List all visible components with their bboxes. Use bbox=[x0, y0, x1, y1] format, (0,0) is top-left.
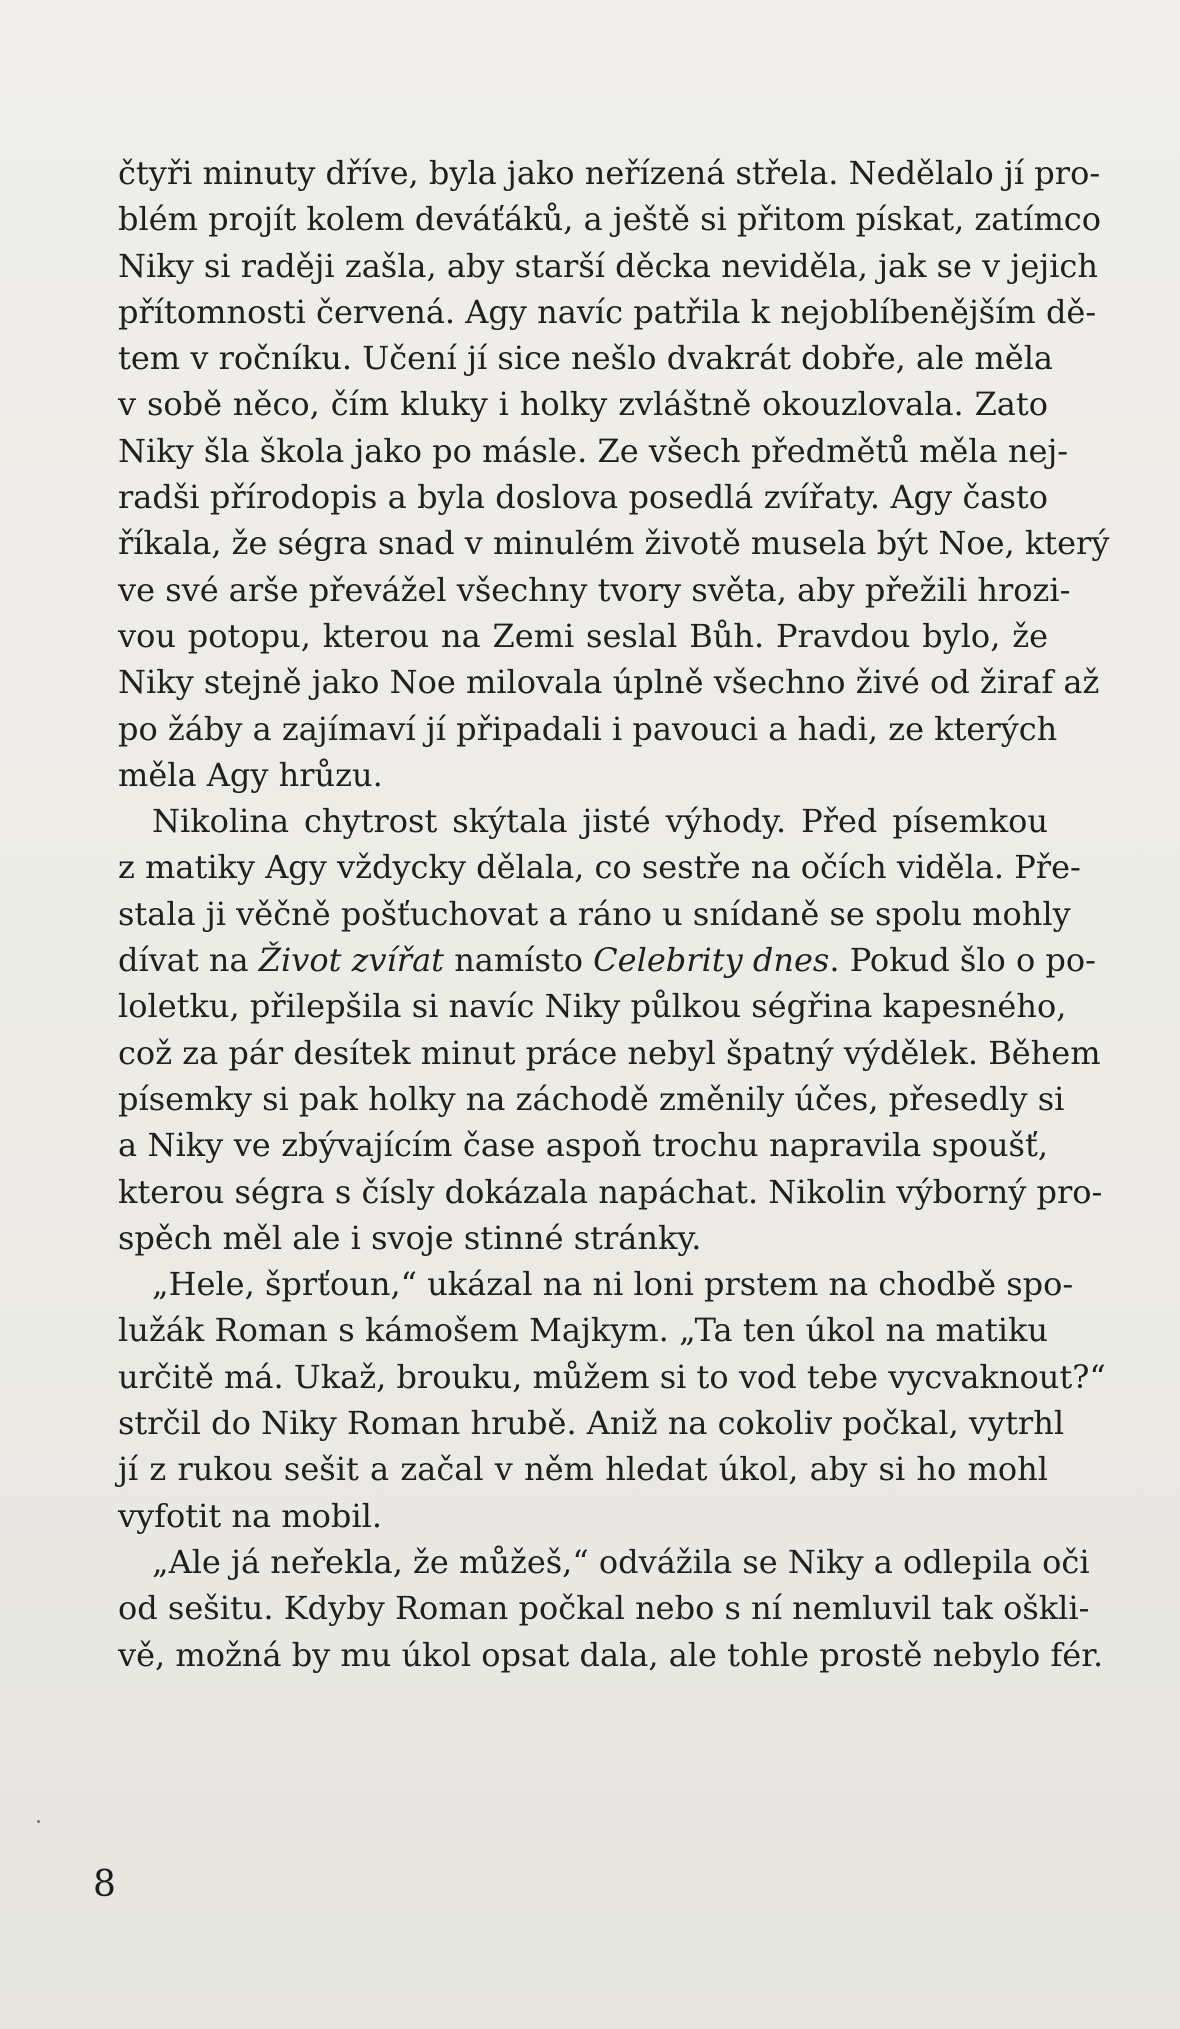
text-line: kterou ségra s čísly dokázala napáchat. Nikolin výborný pro- bbox=[118, 1172, 1103, 1211]
text-segment: . Pokud šlo o po- bbox=[829, 941, 1096, 980]
text-line: lužák Roman s kámošem Majkym. „Ta ten úkol na matiku bbox=[118, 1311, 1048, 1350]
text-line: radši přírodopis a byla doslova posedlá zvířaty. Agy často bbox=[118, 478, 1048, 517]
speck bbox=[37, 1820, 40, 1823]
text-line: Niky šla škola jako po másle. Ze všech předmětů měla nej- bbox=[118, 431, 1069, 470]
text-line: vě, možná by mu úkol opsat dala, ale tohle prostě nebylo fér. bbox=[118, 1635, 1104, 1674]
italic-title: Celebrity dnes bbox=[593, 941, 830, 980]
text-line: vyfotit na mobil. bbox=[118, 1496, 382, 1535]
text-line: v sobě něco, čím kluky i holky zvláštně okouzlovala. Zato bbox=[118, 385, 1048, 424]
text-line: a Niky ve zbývajícím čase aspoň trochu napravila spoušť, bbox=[118, 1126, 1048, 1165]
text-line bbox=[118, 937, 1096, 983]
page-number: 8 bbox=[93, 1864, 116, 1905]
text-line: vou potopu, kterou na Zemi seslal Bůh. Pravdou bylo, že bbox=[118, 616, 1048, 655]
text-line: což za pár desítek minut práce nebyl špatný výdělek. Během bbox=[118, 1033, 1101, 1072]
text-line: spěch měl ale i svoje stinné stránky. bbox=[118, 1218, 702, 1257]
text-line: od sešitu. Kdyby Roman počkal nebo s ní nemluvil tak oškli- bbox=[118, 1589, 1090, 1628]
text-line: říkala, že ségra snad v minulém životě musela být Noe, který bbox=[118, 524, 1110, 563]
text-line: tem v ročníku. Učení jí sice nešlo dvakrát dobře, ale měla bbox=[118, 339, 1053, 378]
text-line: přítomnosti červená. Agy navíc patřila k nejoblíbenějším dě- bbox=[118, 292, 1097, 331]
body-text bbox=[118, 150, 1110, 1678]
text-line: stala ji věčně pošťuchovat a ráno u snídaně se spolu mohly bbox=[118, 894, 1071, 933]
text-line: Nikolina chytrost skýtala jisté výhody. Před písemkou bbox=[152, 802, 1048, 841]
text-line: ve své arše převážel všechny tvory světa, aby přežili hrozi- bbox=[118, 570, 1071, 609]
text-line: strčil do Niky Roman hrubě. Aniž na cokoliv počkal, vytrhl bbox=[118, 1404, 1065, 1443]
text-segment: namísto bbox=[444, 941, 594, 980]
text-line: po žáby a zajímaví jí připadali i pavouci a hadi, ze kterých bbox=[118, 709, 1058, 748]
text-line: Niky stejně jako Noe milovala úplně všechno živé od žiraf až bbox=[118, 663, 1100, 702]
text-line: čtyři minuty dříve, byla jako neřízená střela. Nedělalo jí pro- bbox=[118, 154, 1101, 192]
text-line: určitě má. Ukaž, brouku, můžem si to vod tebe vycvaknout?“ bbox=[118, 1357, 1106, 1396]
text-line: měla Agy hrůzu. bbox=[118, 755, 383, 794]
text-line: písemky si pak holky na záchodě změnily účes, přesedly si bbox=[118, 1079, 1065, 1118]
text-line: „Ale já neřekla, že můžeš,“ odvážila se Niky a odlepila oči bbox=[152, 1542, 1090, 1581]
text-segment: dívat na bbox=[118, 941, 259, 980]
text-line: jí z rukou sešit a začal v něm hledat úkol, aby si ho mohl bbox=[118, 1450, 1048, 1489]
text-line: z matiky Agy vždycky dělala, co sestře na očích viděla. Pře- bbox=[118, 848, 1081, 887]
text-line: Niky si raději zašla, aby starší děcka neviděla, jak se v jejich bbox=[118, 246, 1098, 285]
text-line: blém projít kolem deváťáků, a ještě si přitom pískat, zatímco bbox=[118, 200, 1101, 239]
text-line: „Hele, šprťoun,“ ukázal na ni loni prstem na chodbě spo- bbox=[152, 1265, 1074, 1304]
text-line: loletku, přilepšila si navíc Niky půlkou ségřina kapesného, bbox=[118, 987, 1067, 1026]
italic-title: Život zvířat bbox=[258, 941, 445, 980]
